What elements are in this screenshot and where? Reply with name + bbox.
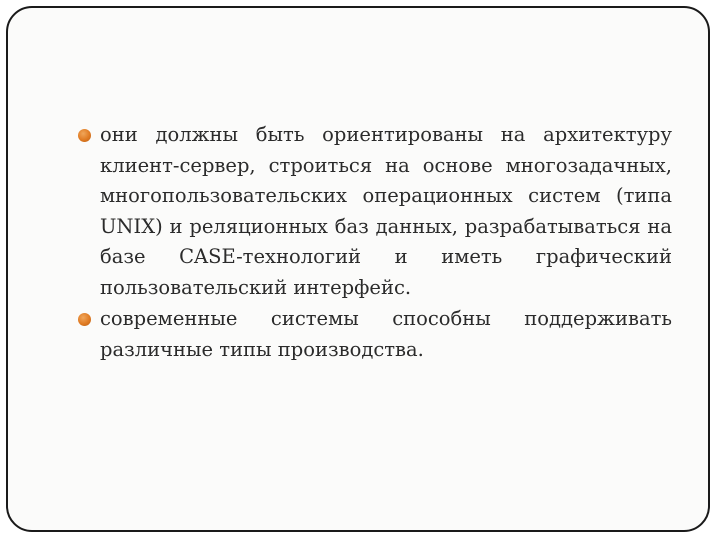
bullet-text: современные системы способны поддерживать различные типы производства. [100, 307, 672, 361]
bullet-item [78, 120, 672, 303]
bullet-list [78, 120, 672, 366]
bullet-text: они должны быть ориентированы на архитектуру клиент-сервер, строиться на основе многозадачных, многопользовательских операционных систем (типа UNIX) и реляционных баз данных, разрабатываться на базе CASE-технологий и иметь графический пользовательский интерфейс. [100, 123, 672, 299]
bullet-item [78, 304, 672, 365]
bullet-dot-icon [78, 313, 91, 326]
bullet-dot-icon [78, 129, 91, 142]
